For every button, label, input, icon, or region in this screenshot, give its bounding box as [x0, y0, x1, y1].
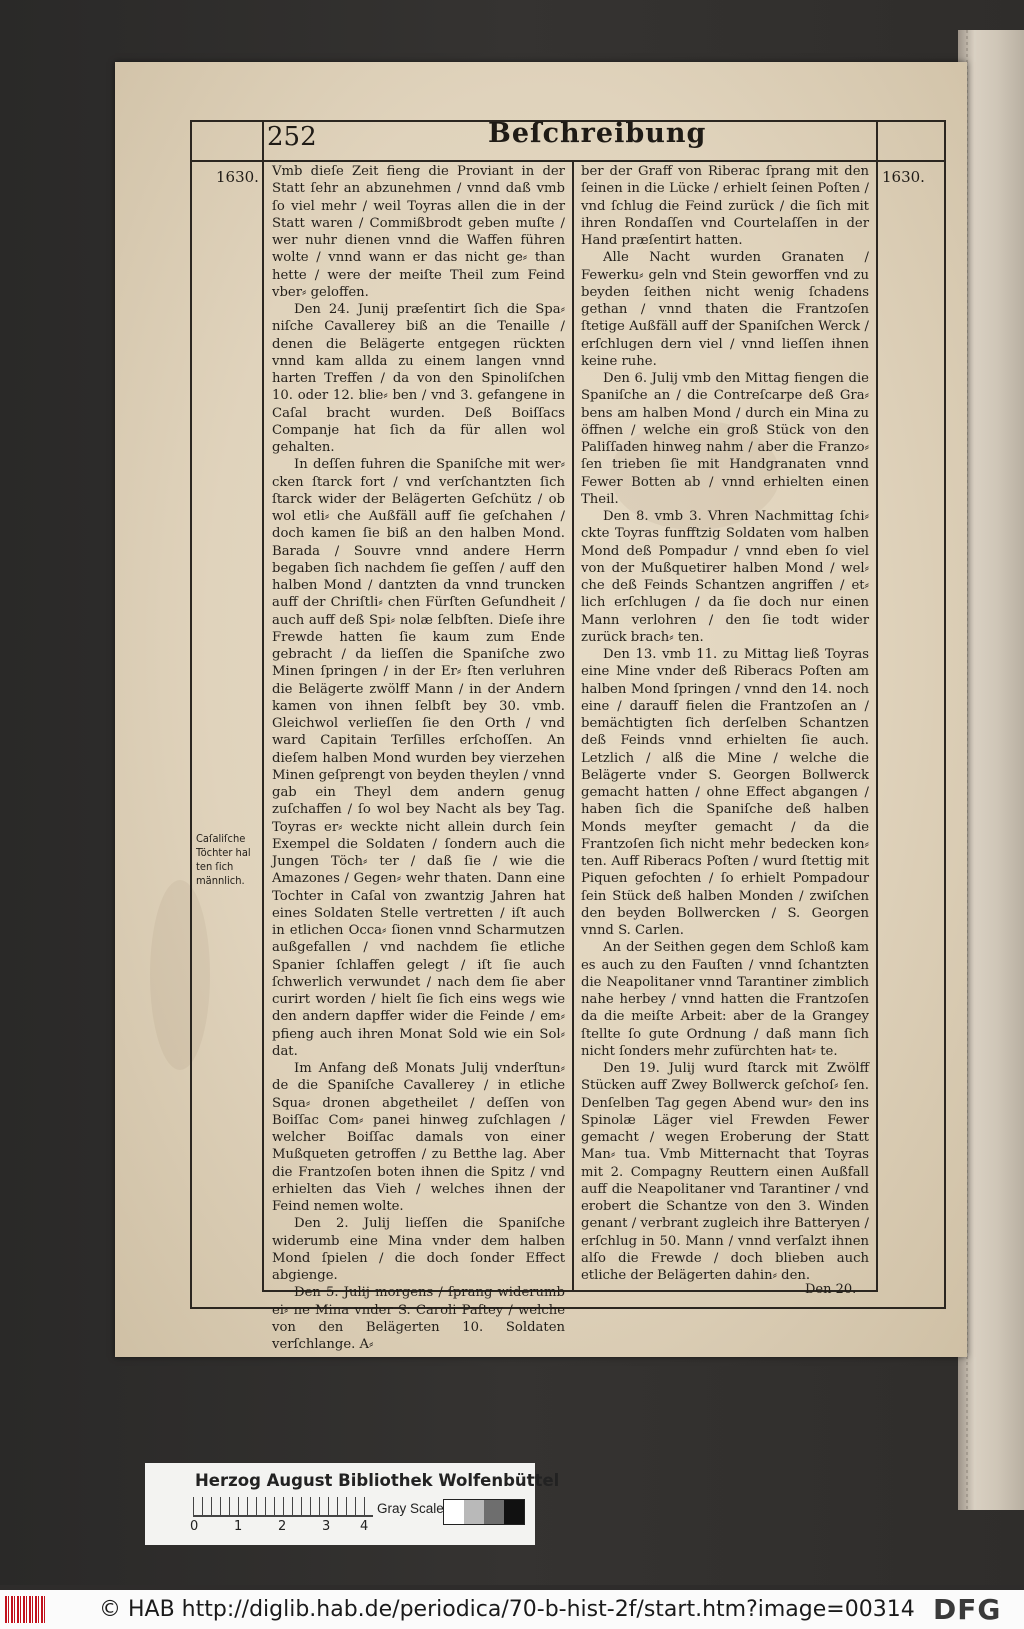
margin-rule-right — [876, 120, 878, 1290]
ruler — [193, 1497, 373, 1517]
paragraph: Den 5. Julij morgens / ſprang widerumb ei⸗ ne Mina vnder S. Caroli Paſtey / welche von den Belägerten 10. Soldaten verſchlange. A⸗ — [272, 1285, 565, 1352]
ruler-number: 3 — [322, 1519, 331, 1534]
ruler-number: 0 — [190, 1519, 199, 1534]
paragraph: Den 8. vmb 3. Vhren Nachmittag ſchi⸗ ckte Toyras funfftzig Soldaten vom halben Mond deß Pompadur / vnnd eben ſo viel von der Mußquetirer halben Mond / wel⸗ che deß Feinds Schantzen angriffen / et⸗ lich erſchlugen / da ſie doch nur einen Mann verlohren / den ſie todt wider zurück brach⸗ ten. — [581, 509, 869, 645]
ruler-number: 4 — [360, 1519, 369, 1534]
ruler-number: 2 — [278, 1519, 287, 1534]
gray-scale-label: Gray Scale — [377, 1501, 444, 1516]
page-number: 252 — [267, 122, 317, 152]
paragraph: Den 24. Junij præſentirt ſich die Spa⸗ niſche Cavallerey biß an die Tenaille / denen die Belägerte entgegen rückten vnnd kam allda zu einem langen vnnd harten Treffen / da von den Spinoliſchen 10. oder 12. blie⸗ ben / vnd 3. gefangene in Caſal bracht wurden. Deß Boiſſacs Companje hat ſich da für allen wol gehalten. — [272, 302, 565, 455]
gray-swatch — [484, 1500, 504, 1524]
paragraph: Den 13. vmb 11. zu Mittag ließ Toyras eine Mine vnder deß Riberacs Poſten am halben Mond ſpringen / vnnd den 14. noch eine / darauff fielen die Frantzoſen an / bemächtigten ſich derſelben Schantzen deß Feinds vnnd erhielten ſie auch. Letzlich / alß die Mine / welche die Belägerte vnder S. Georgen Bollwerck gemacht hatten / ohne Effect abgangen / haben ſich die Spaniſche deß halben Monds meyſter gemacht / da die Frantzoſen ſich nicht mehr bedecken kon⸗ ten. Auff Riberacs Poſten / wurd ſtettig mit Piquen gefochten / ſo erhielt Pompadour ſein Stück deß halben Monden / zwiſchen den beyden Bollwercken / S. Georgen vnnd S. Carlen. — [581, 647, 869, 938]
gray-scale-swatches — [443, 1499, 525, 1525]
paragraph: ber der Graff von Riberac ſprang mit den ſeinen in die Lücke / erhielt ſeinen Poſten / vnd ſchlug die Feind zurück / die ſich mit ihren Rondaſſen vnd Courtelaſſen in der Hand præſentirt hatten. — [581, 164, 869, 248]
paragraph: Den 19. Julij wurd ſtarck mit Zwölff Stücken auff Zwey Bollwerck geſchoſ⸗ ſen. Denſelben Tag gegen Abend wur⸗ den ins Spinolæ Läger viel Frewden Fewer gemacht / wegen Eroberung der Statt Man⸗ tua. Vmb Mitternacht that Toyras mit 2. Compagny Reuttern einen Außfall auff die Neapolitaner vnd Tarantiner / vnd erobert die Schantze von den 3. Winden genant / verbrant zugleich ihre Batteryen / erſchlug in 50. Mann / vnnd verſalzt ihnen alſo die Frewde / doch blieben auch etliche der Belägerten dahin⸗ den. — [581, 1061, 869, 1283]
paragraph: Im Anfang deß Monats Julij vnderſtun⸗ de die Spaniſche Cavallerey / in etliche Squa⸗ dronen abgetheilet / deſſen von Boiſſac Com⸗ panei hinweg zuſchlagen / welcher Boiſſac damals von einer Mußqueten getroffen / zu Betthe lag. Aber die Frantzoſen boten ihnen die Spitz / vnd erhielten das Vieh / welches ihnen der Feind nemen wolte. — [272, 1061, 565, 1214]
paragraph: In deſſen fuhren die Spaniſche mit wer⸗ cken ſtarck fort / vnd verſchantzten ſich ſtarck wider der Belägerten Geſchütz / ob wol etli⸗ che Außfäll auff ſie geſchahen / doch kamen ſie biß an den halben Mond. Barada / Souvre vnnd andere Herrn begaben ſich nachdem ſie geſſen / auff den halben Mond / dantzten da vnnd truncken auff der Chriſtli⸗ chen Fürſten Geſundheit / auch auff deß Spi⸗ nolæ ſelbſten. Dieſe ihre Frewde hatten ſie kaum zum Ende gebracht / da lieſſen die Spaniſche zwo Minen ſpringen / in der Er⸗ ſten verluhren die Belägerte zwölff Mann / in der Andern kamen von ihnen ſelbſt bey 30. vmb. Gleichwol verlieſſen ſie den Orth / vnd ward Capitain Terſilles erſchoſſen. An dieſem halben Mond wurden bey vierzehen Minen geſprengt von beyden theylen / vnnd gab ein Theyl dem andern genug zuſchaffen / ſo wol bey Nacht als bey Tag. Toyras er⸗ weckte nicht allein durch ſein Exempel die Soldaten / ſondern auch die Jungen Töch⸗ ter / daß ſie / wie die Amazones / Gegen⸗ wehr thaten. Dann eine Tochter in Caſal von zwantzig Jahren hat eines Soldaten Stelle vertretten / iſt auch in etlichen Occa⸗ ſionen vnnd Scharmutzen außgefallen / vnd nachdem ſie etliche Spanier ſchlaffen gelegt / iſt ſie auch ſchwerlich verwundet / nach dem ſie aber curirt worden / hielt ſie ſich eins wegs wie den andern dapffer wider die Feinde / em⸗ pfieng auch ihren Monat Sold wie ein Sol⸗ dat. — [272, 457, 565, 1059]
color-card — [145, 1463, 560, 1545]
year-left: 1630. — [216, 168, 259, 186]
library-name: Herzog August Bibliothek Wolfenbüttel — [195, 1471, 560, 1490]
page-title: Beſchreibung — [488, 118, 707, 149]
paragraph: An der Seithen gegen dem Schloß kam es auch zu den Fauſten / vnnd ſchantzten die Neapolitaner vnnd Tarantiner zimblich nahe herbey / vnnd hatten die Frantzoſen da die meiſte Arbeit: aber de la Grangey ſtellte ſo gute Ordnung / daß mann ſich nicht ſonders mehr zufürchten hat⸗ te. — [581, 940, 869, 1059]
gray-swatch — [444, 1500, 464, 1524]
paragraph: Den 2. Julij lieſſen die Spaniſche widerumb eine Mina vnder dem halben Mond ſpielen / die doch ſonder Effect abgienge. — [272, 1216, 565, 1283]
margin-note: Caſaliſche Töchter hal ten ſich männlich. — [196, 832, 251, 887]
paragraph: Den 6. Julij vmb den Mittag fiengen die Spaniſche an / die Contreſcarpe deß Gra⸗ bens am halben Mond / durch ein Mina zu öffnen / welche ein groß Stück von den Paliſſaden hinweg nahm / aber die Franzo⸗ ſen trieben ſie mit Handgranaten vnnd Fewer Botten ab / vnnd erhielten einen Theil. — [581, 371, 869, 507]
footer-bar — [0, 1590, 1024, 1629]
hab-barcode-icon — [5, 1596, 45, 1623]
ruler-number: 1 — [234, 1519, 243, 1534]
book-edge — [958, 30, 1024, 1510]
gray-swatch — [464, 1500, 484, 1524]
year-right: 1630. — [882, 168, 925, 186]
margin-rule-left — [262, 120, 264, 1290]
column-rule — [572, 162, 574, 1290]
dfg-logo: DFG — [933, 1593, 1002, 1626]
paragraph: Vmb dieſe Zeit fieng die Proviant in der Statt ſehr an abzunehmen / vnnd daß vmb ſo viel mehr / weil Toyras allen die in der Statt waren / Commißbrodt geben muſte / wer nuhr dienen vnnd die Waffen führen wolte / vnnd wann er das nicht ge⸗ than hette / were der meiſte Theil zum Feind vber⸗ geloffen. — [272, 164, 565, 300]
catchword: Den 20. — [805, 1282, 857, 1297]
header-rule — [190, 160, 946, 162]
left-column — [272, 163, 565, 1353]
right-column — [581, 163, 869, 1284]
source-url[interactable]: © HAB http://diglib.hab.de/periodica/70-b-hist-2f/start.htm?image=00314 — [99, 1597, 915, 1622]
paragraph: Alle Nacht wurden Granaten / Fewerku⸗ geln vnd Stein geworffen vnd zu beyden ſeithen nicht wenig ſchadens gethan / vnnd thaten die Frantzoſen ſtetige Außfäll auff der Spaniſchen Werck / erſchlugen dern viel / vnnd lieſſen ihnen keine ruhe. — [581, 250, 869, 369]
gray-swatch — [504, 1500, 524, 1524]
